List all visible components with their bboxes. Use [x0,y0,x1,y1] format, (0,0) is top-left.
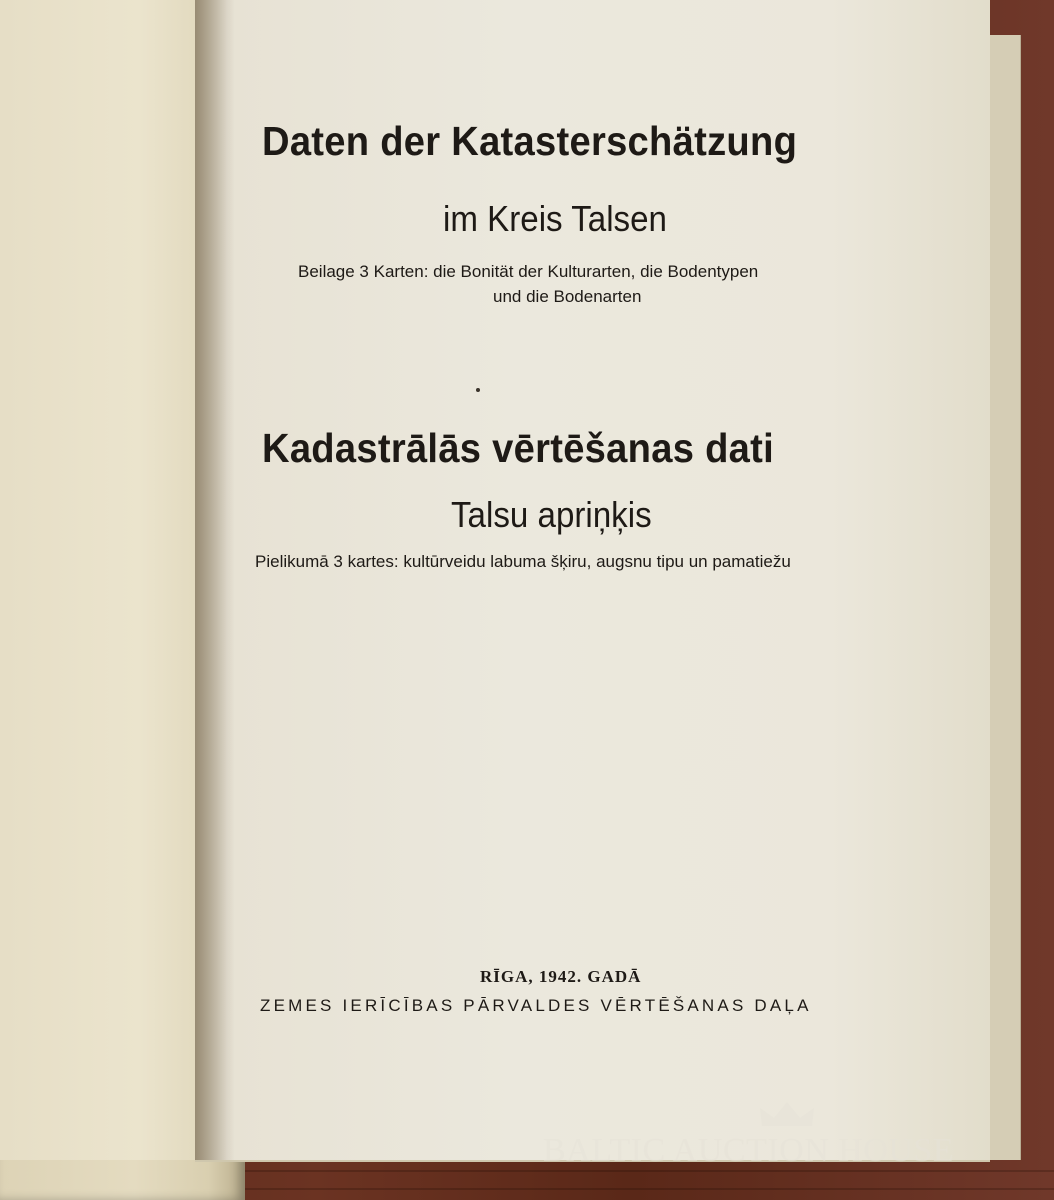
watermark-text: BALTIC AUCTION HOUSE [543,1132,955,1169]
note-german-line-2: und die Bodenarten [493,287,642,306]
subtitle-latvian: Talsu apriņķis [451,494,652,535]
imprint-publisher: ZEMES IERĪCĪBAS PĀRVALDES VĒRTĒŠANAS DAĻA [260,996,812,1015]
spine-shadow [195,0,235,1160]
title-german: Daten der Katasterschätzung [262,118,798,164]
imprint-place-year: RĪGA, 1942. GADĀ [480,967,642,986]
title-page [195,0,990,1162]
note-german-line-1: Beilage 3 Karten: die Bonität der Kulturarten, die Bodentypen [298,262,759,281]
subtitle-german: im Kreis Talsen [443,198,667,239]
crown-icon [758,1100,816,1130]
note-latvian: Pielikumā 3 kartes: kultūrveidu labuma šķiru, augsnu tipu un pamatiežu [255,552,791,571]
title-latvian: Kadastrālās vērtēšanas dati [262,425,774,471]
ink-speck [476,388,480,392]
